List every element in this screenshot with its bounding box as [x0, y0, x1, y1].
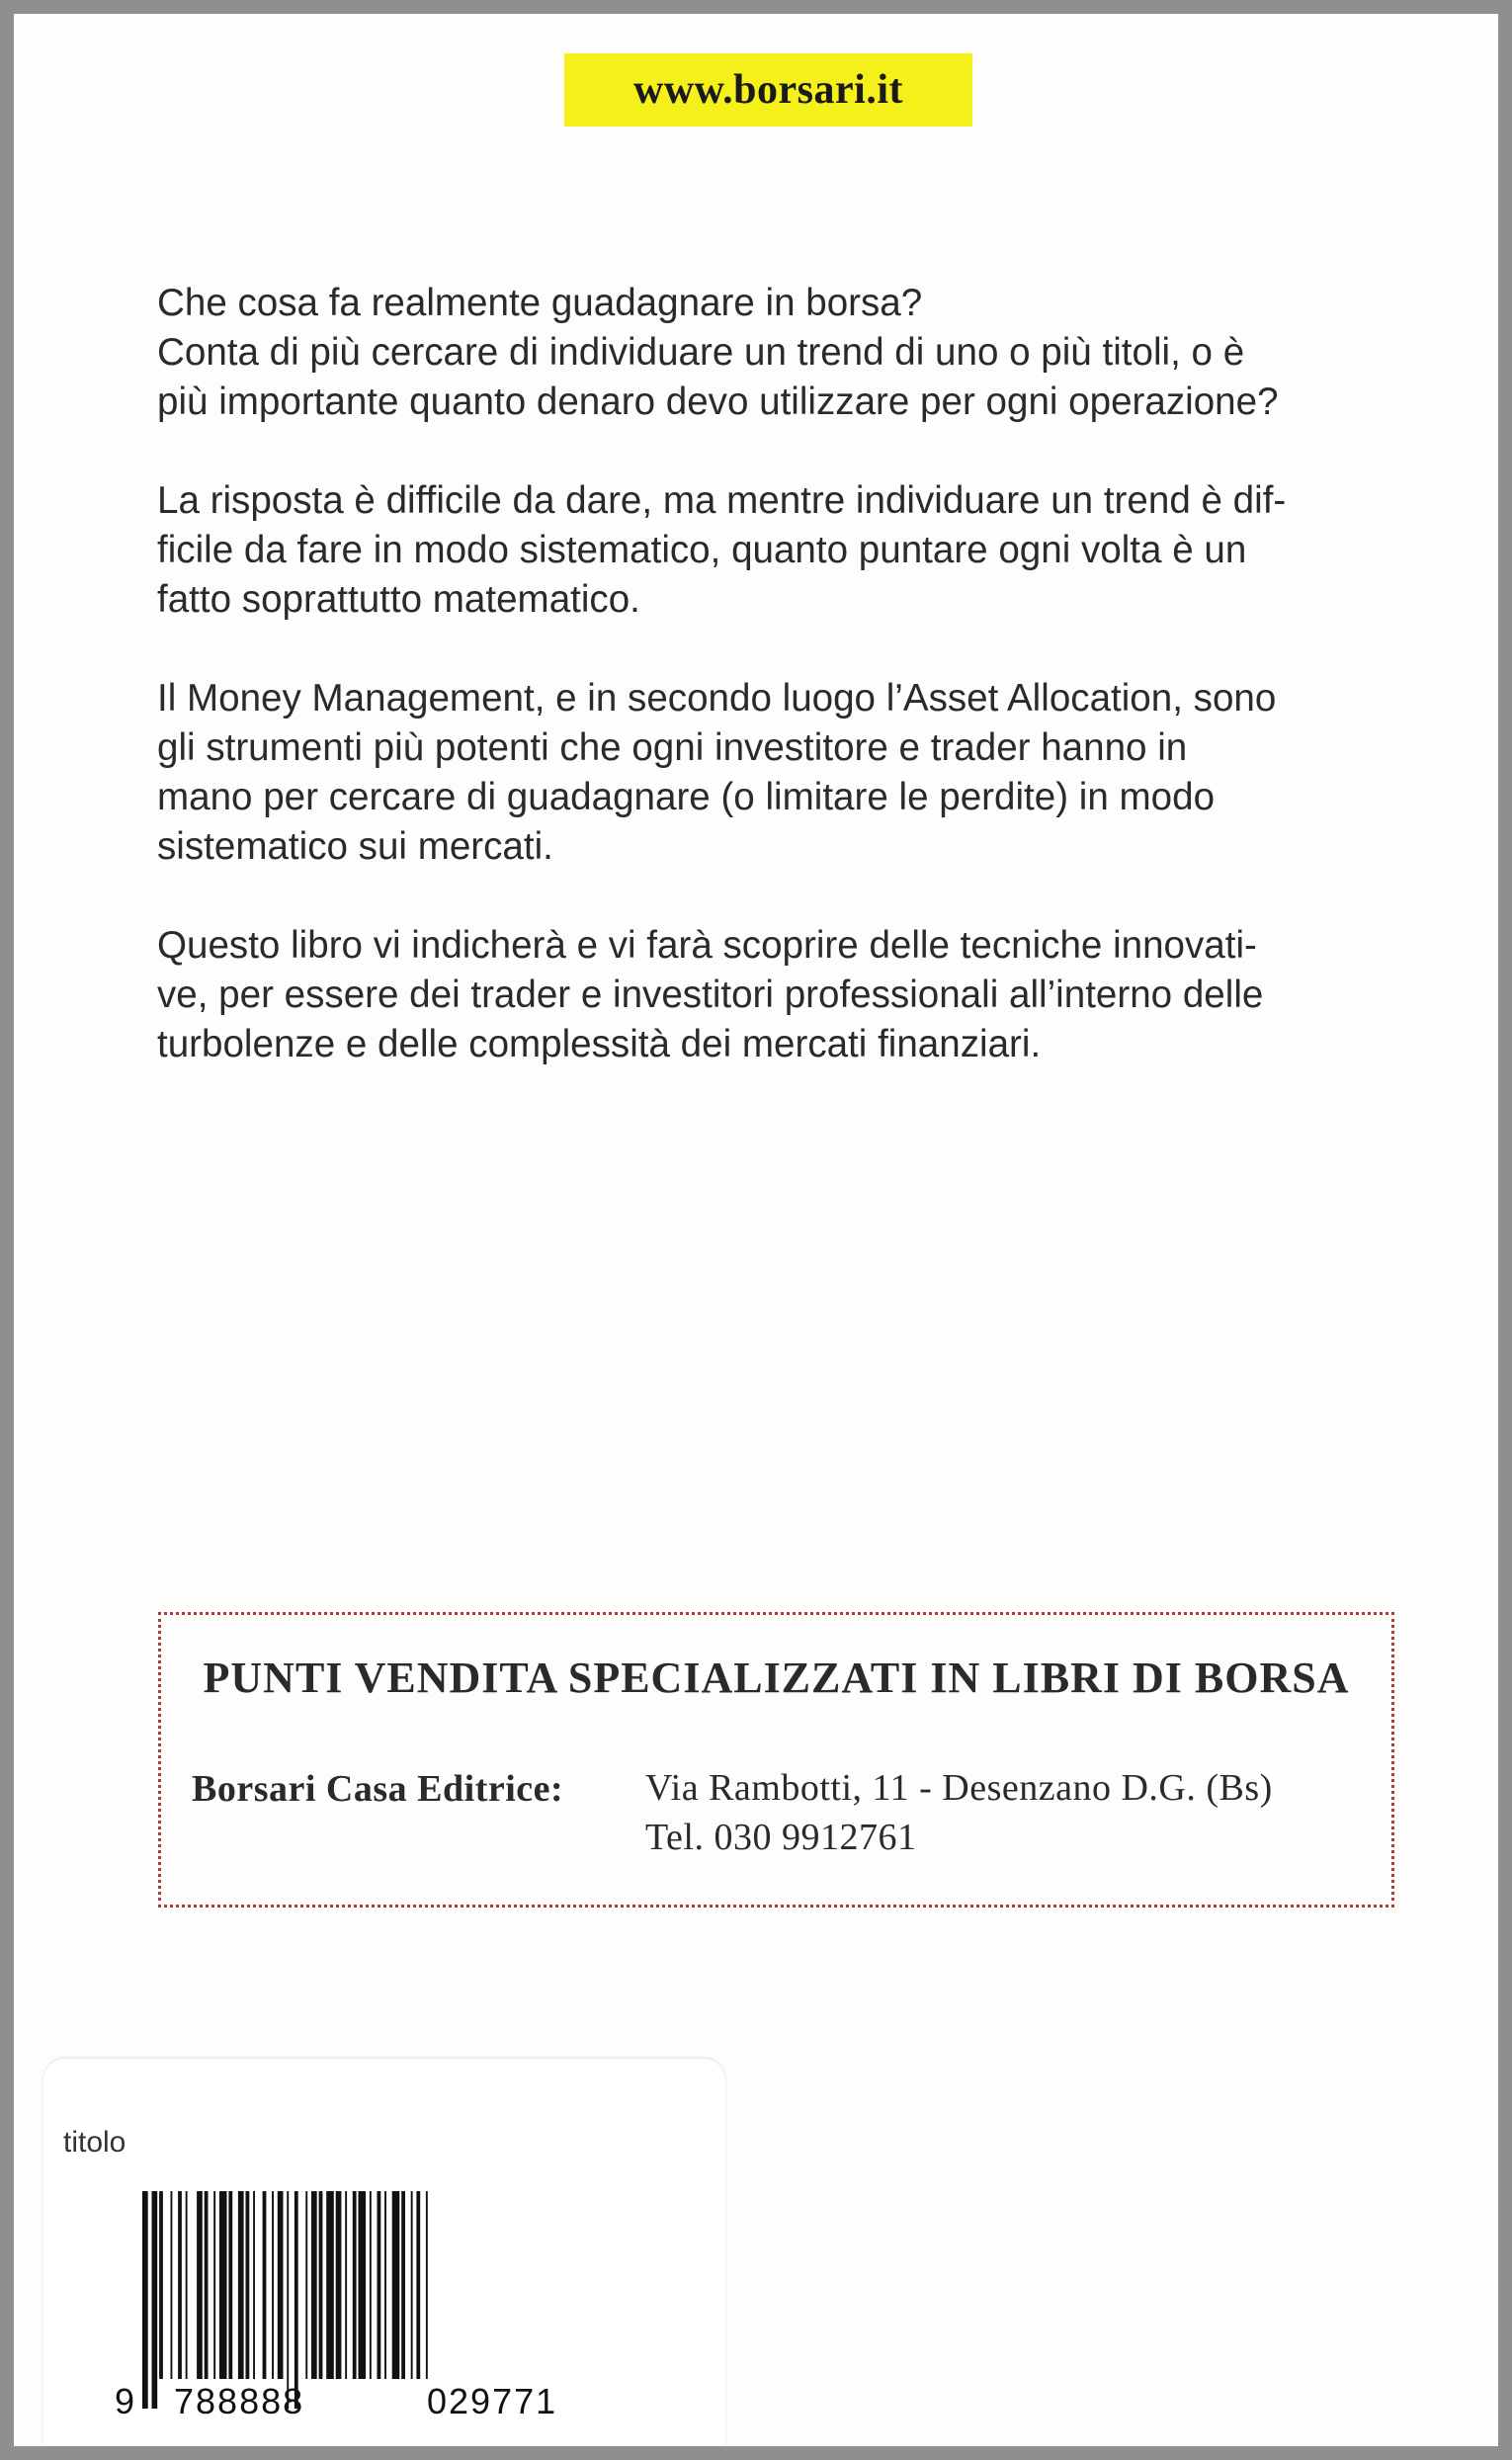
blurb-paragraph [157, 476, 1392, 625]
barcode-bar [426, 2191, 428, 2379]
blurb-paragraph [157, 674, 1392, 872]
website-url: www.borsari.it [633, 67, 903, 113]
barcode-bar [263, 2191, 267, 2379]
blurb-line: La risposta è difficile da dare, ma mentre individuare un trend è dif- [157, 479, 1287, 522]
barcode-bar [392, 2191, 400, 2379]
barcode-bar [311, 2191, 317, 2379]
blurb-line: fatto soprattutto matematico. [157, 578, 640, 621]
barcode-bar [319, 2191, 323, 2379]
barcode-bar [246, 2191, 250, 2379]
barcode-sticker [43, 2059, 725, 2446]
barcode-bar [305, 2191, 307, 2379]
sticker-label: titolo [63, 2126, 126, 2159]
barcode-bar [228, 2191, 232, 2379]
barcode-bar [272, 2191, 274, 2379]
barcode-bar [213, 2191, 215, 2379]
blurb-line: Il Money Management, e in secondo luogo l’Asset Allocation, sono [157, 677, 1277, 720]
publisher-contact [645, 1763, 1273, 1862]
blurb-paragraph [157, 279, 1392, 427]
sales-points-title: PUNTI VENDITA SPECIALIZZATI IN LIBRI DI BORSA [203, 1654, 1350, 1702]
blurb-paragraph [157, 921, 1392, 1069]
barcode-bar [205, 2191, 209, 2379]
barcode-bar [186, 2191, 188, 2379]
barcode-bar [336, 2191, 342, 2379]
publisher-name: Borsari Casa Editrice: [192, 1768, 564, 1810]
blurb-line: più importante quanto denaro devo utilizzare per ogni operazione? [157, 381, 1279, 423]
blurb-line: Che cosa fa realmente guadagnare in borsa? [157, 282, 923, 324]
barcode-bar [294, 2191, 298, 2409]
sales-points-box [158, 1612, 1394, 1908]
barcode-bar [345, 2191, 347, 2379]
barcode-bar [178, 2191, 182, 2379]
blurb-line: ficile da fare in modo sistematico, quanto puntare ogni volta è un [157, 529, 1247, 571]
barcode-bar [197, 2191, 203, 2379]
blurb-line: ve, per essere dei trader e investitori professionali all’interno delle [157, 974, 1264, 1016]
publisher-phone: Tel. 030 9912761 [645, 1817, 917, 1858]
blurb-line: mano per cercare di guadagnare (o limitare le perdite) in modo [157, 776, 1216, 818]
barcode-bar [238, 2191, 244, 2379]
barcode-icon [113, 2191, 666, 2428]
barcode-bar [253, 2191, 255, 2379]
barcode-bar [411, 2191, 413, 2379]
barcode-bar [384, 2191, 386, 2379]
barcode-bar [378, 2191, 381, 2379]
publisher-address: Via Rambotti, 11 - Desenzano D.G. (Bs) [645, 1767, 1273, 1809]
barcode-bar [219, 2191, 227, 2379]
blurb-line: gli strumenti più potenti che ogni investitore e trader hanno in [157, 726, 1188, 769]
website-url-banner [564, 53, 972, 127]
barcode-bar [152, 2191, 158, 2409]
barcode-bar [353, 2191, 357, 2379]
blurb-line: Conta di più cercare di individuare un trend di uno o più titoli, o è [157, 331, 1245, 374]
barcode-bar [370, 2191, 372, 2379]
barcode-bar [326, 2191, 334, 2379]
blurb-text [157, 279, 1392, 1119]
barcode-bar [287, 2191, 289, 2409]
barcode-right-digits: 029771 [427, 2381, 558, 2421]
barcode-bar [159, 2191, 163, 2379]
barcode-bar [278, 2191, 284, 2379]
barcode-first-digit: 9 [115, 2381, 135, 2421]
book-back-cover [14, 14, 1498, 2446]
barcode-left-digits: 788888 [174, 2381, 305, 2421]
barcode-bar [142, 2191, 148, 2409]
barcode-bar [359, 2191, 367, 2379]
barcode-bar [401, 2191, 405, 2379]
blurb-line: Questo libro vi indicherà e vi farà scoprire delle tecniche innovati- [157, 924, 1257, 967]
barcode-bar [171, 2191, 173, 2379]
barcode-bar [416, 2191, 420, 2379]
blurb-line: sistematico sui mercati. [157, 825, 553, 868]
blurb-line: turbolenze e delle complessità dei mercati finanziari. [157, 1023, 1042, 1065]
